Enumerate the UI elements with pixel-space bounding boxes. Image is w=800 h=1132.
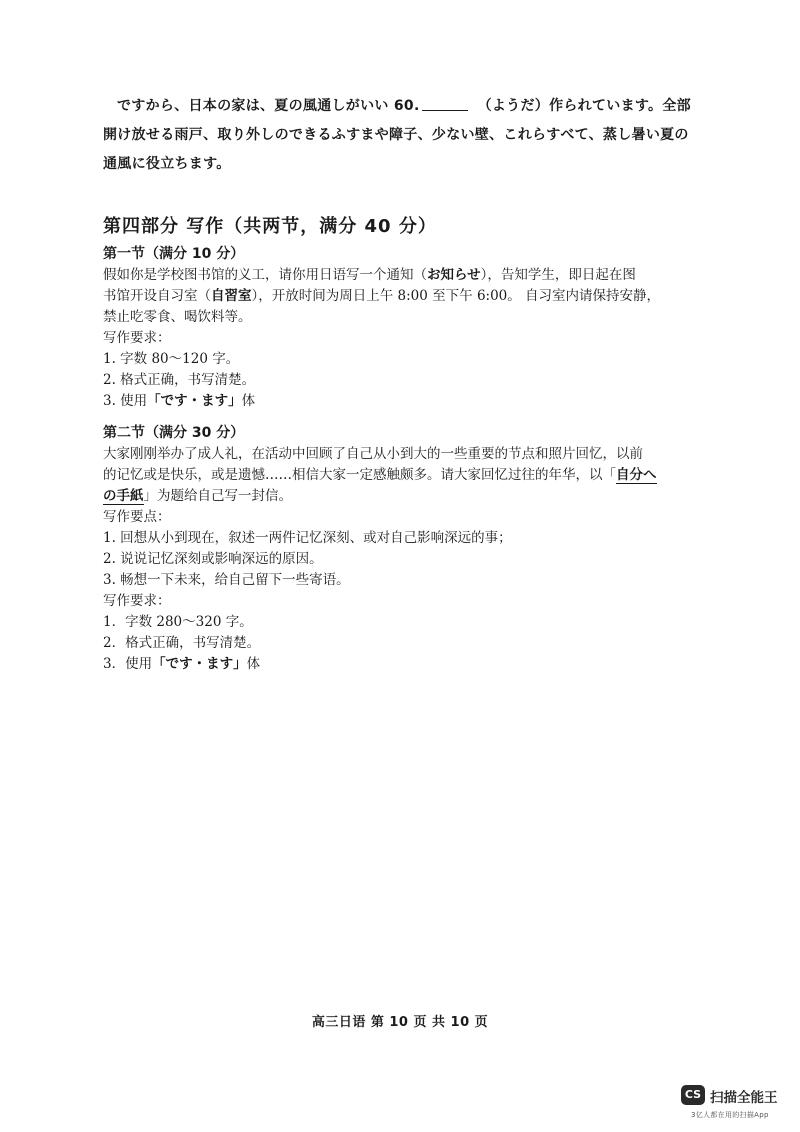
part1-req3-b: 「です・ます」 (147, 393, 242, 409)
part1-req1: 1. 字数 80～120 字。 (103, 351, 240, 367)
passage-text (103, 92, 703, 179)
part2-req3 (103, 654, 260, 674)
part2-req1: 1．字数 280～320 字。 (103, 614, 253, 630)
part1-req2: 2. 格式正确，书写清楚。 (103, 372, 256, 388)
part2-point1: 1. 回想从小到现在，叙述一两件记忆深刻、或对自己影响深远的事； (103, 530, 512, 546)
part1-text-line3: 禁止吃零食、喝饮料等。 (103, 309, 252, 325)
watermark-tagline: 3亿人都在用的扫描App (691, 1111, 769, 1119)
part2-point3: 3. 畅想一下未来，给自己留下一些寄语。 (103, 572, 350, 588)
part1-req-title: 写作要求： (103, 330, 171, 346)
passage-after-blank: （ようだ）作られています。全部開け放せる雨戸、取り外しのできるふすまや障子、少ない壁、これらすべて、蒸し暑い夏の通風に役立ちます。 (103, 98, 691, 172)
part2-text-line2 (103, 465, 657, 485)
part2-req-title: 写作要求： (103, 593, 171, 609)
scanner-watermark (681, 1085, 793, 1121)
part2-points-title: 写作要点： (103, 509, 171, 525)
section-title: 第四部分 写作（共两节，满分 40 分） (103, 216, 437, 237)
part2-point2: 2. 说说记忆深刻或影响深远的原因。 (103, 551, 323, 567)
part2-title: 第二节（满分 30 分） (103, 425, 245, 441)
part1-text-1c: ），告知学生，即日起在图 (480, 267, 636, 283)
part2-req3-c: 体 (246, 656, 261, 672)
answer-blank-60 (422, 96, 468, 111)
part2-req3-b: 「です・ます」 (152, 656, 247, 672)
part1-text-1a: 假如你是学校图书馆的义工，请你用日语写一个通知（ (103, 267, 427, 283)
watermark-app-name: 扫描全能王 (710, 1090, 778, 1106)
part1-title: 第一节（满分 10 分） (103, 246, 245, 262)
passage-before-blank: ですから、日本の家は、夏の風通しがいい 60. (117, 98, 420, 114)
part1-text-line1 (103, 265, 636, 285)
part2-req3-a: 3．使用 (103, 656, 153, 672)
part2-text-2a: 的记忆或是快乐，或是遗憾……相信大家一定感触颇多。请大家回忆过往的年华，以「 (103, 467, 616, 483)
part1-req3-a: 3. 使用 (103, 393, 148, 409)
part1-req3-c: 体 (241, 393, 256, 409)
part1-text-2b: 自習室 (211, 288, 252, 304)
part1-text-2a: 书馆开设自习室（ (103, 288, 211, 304)
part1-req3 (103, 391, 255, 411)
page-footer: 高三日语 第 10 页 共 10 页 (311, 1015, 489, 1030)
part1-text-2c: ），开放时间为周日上午 8:00 至下午 6:00。 自习室内请保持安静， (251, 288, 661, 304)
part2-letter-title-b: の手紙 (103, 488, 144, 504)
part2-text-3b: 」为题给自己写一封信。 (143, 488, 292, 504)
part2-text-line1: 大家刚刚举办了成人礼，在活动中回顾了自己从小到大的一些重要的节点和照片回忆，以前 (103, 446, 643, 462)
part1-text-1b: お知らせ (427, 267, 481, 283)
camscanner-logo-icon: CS (681, 1085, 705, 1105)
part2-letter-title-a: 自分へ (616, 467, 657, 483)
part1-text-line2 (103, 286, 660, 306)
part2-text-line3 (103, 486, 292, 506)
part2-req2: 2．格式正确，书写清楚。 (103, 635, 261, 651)
